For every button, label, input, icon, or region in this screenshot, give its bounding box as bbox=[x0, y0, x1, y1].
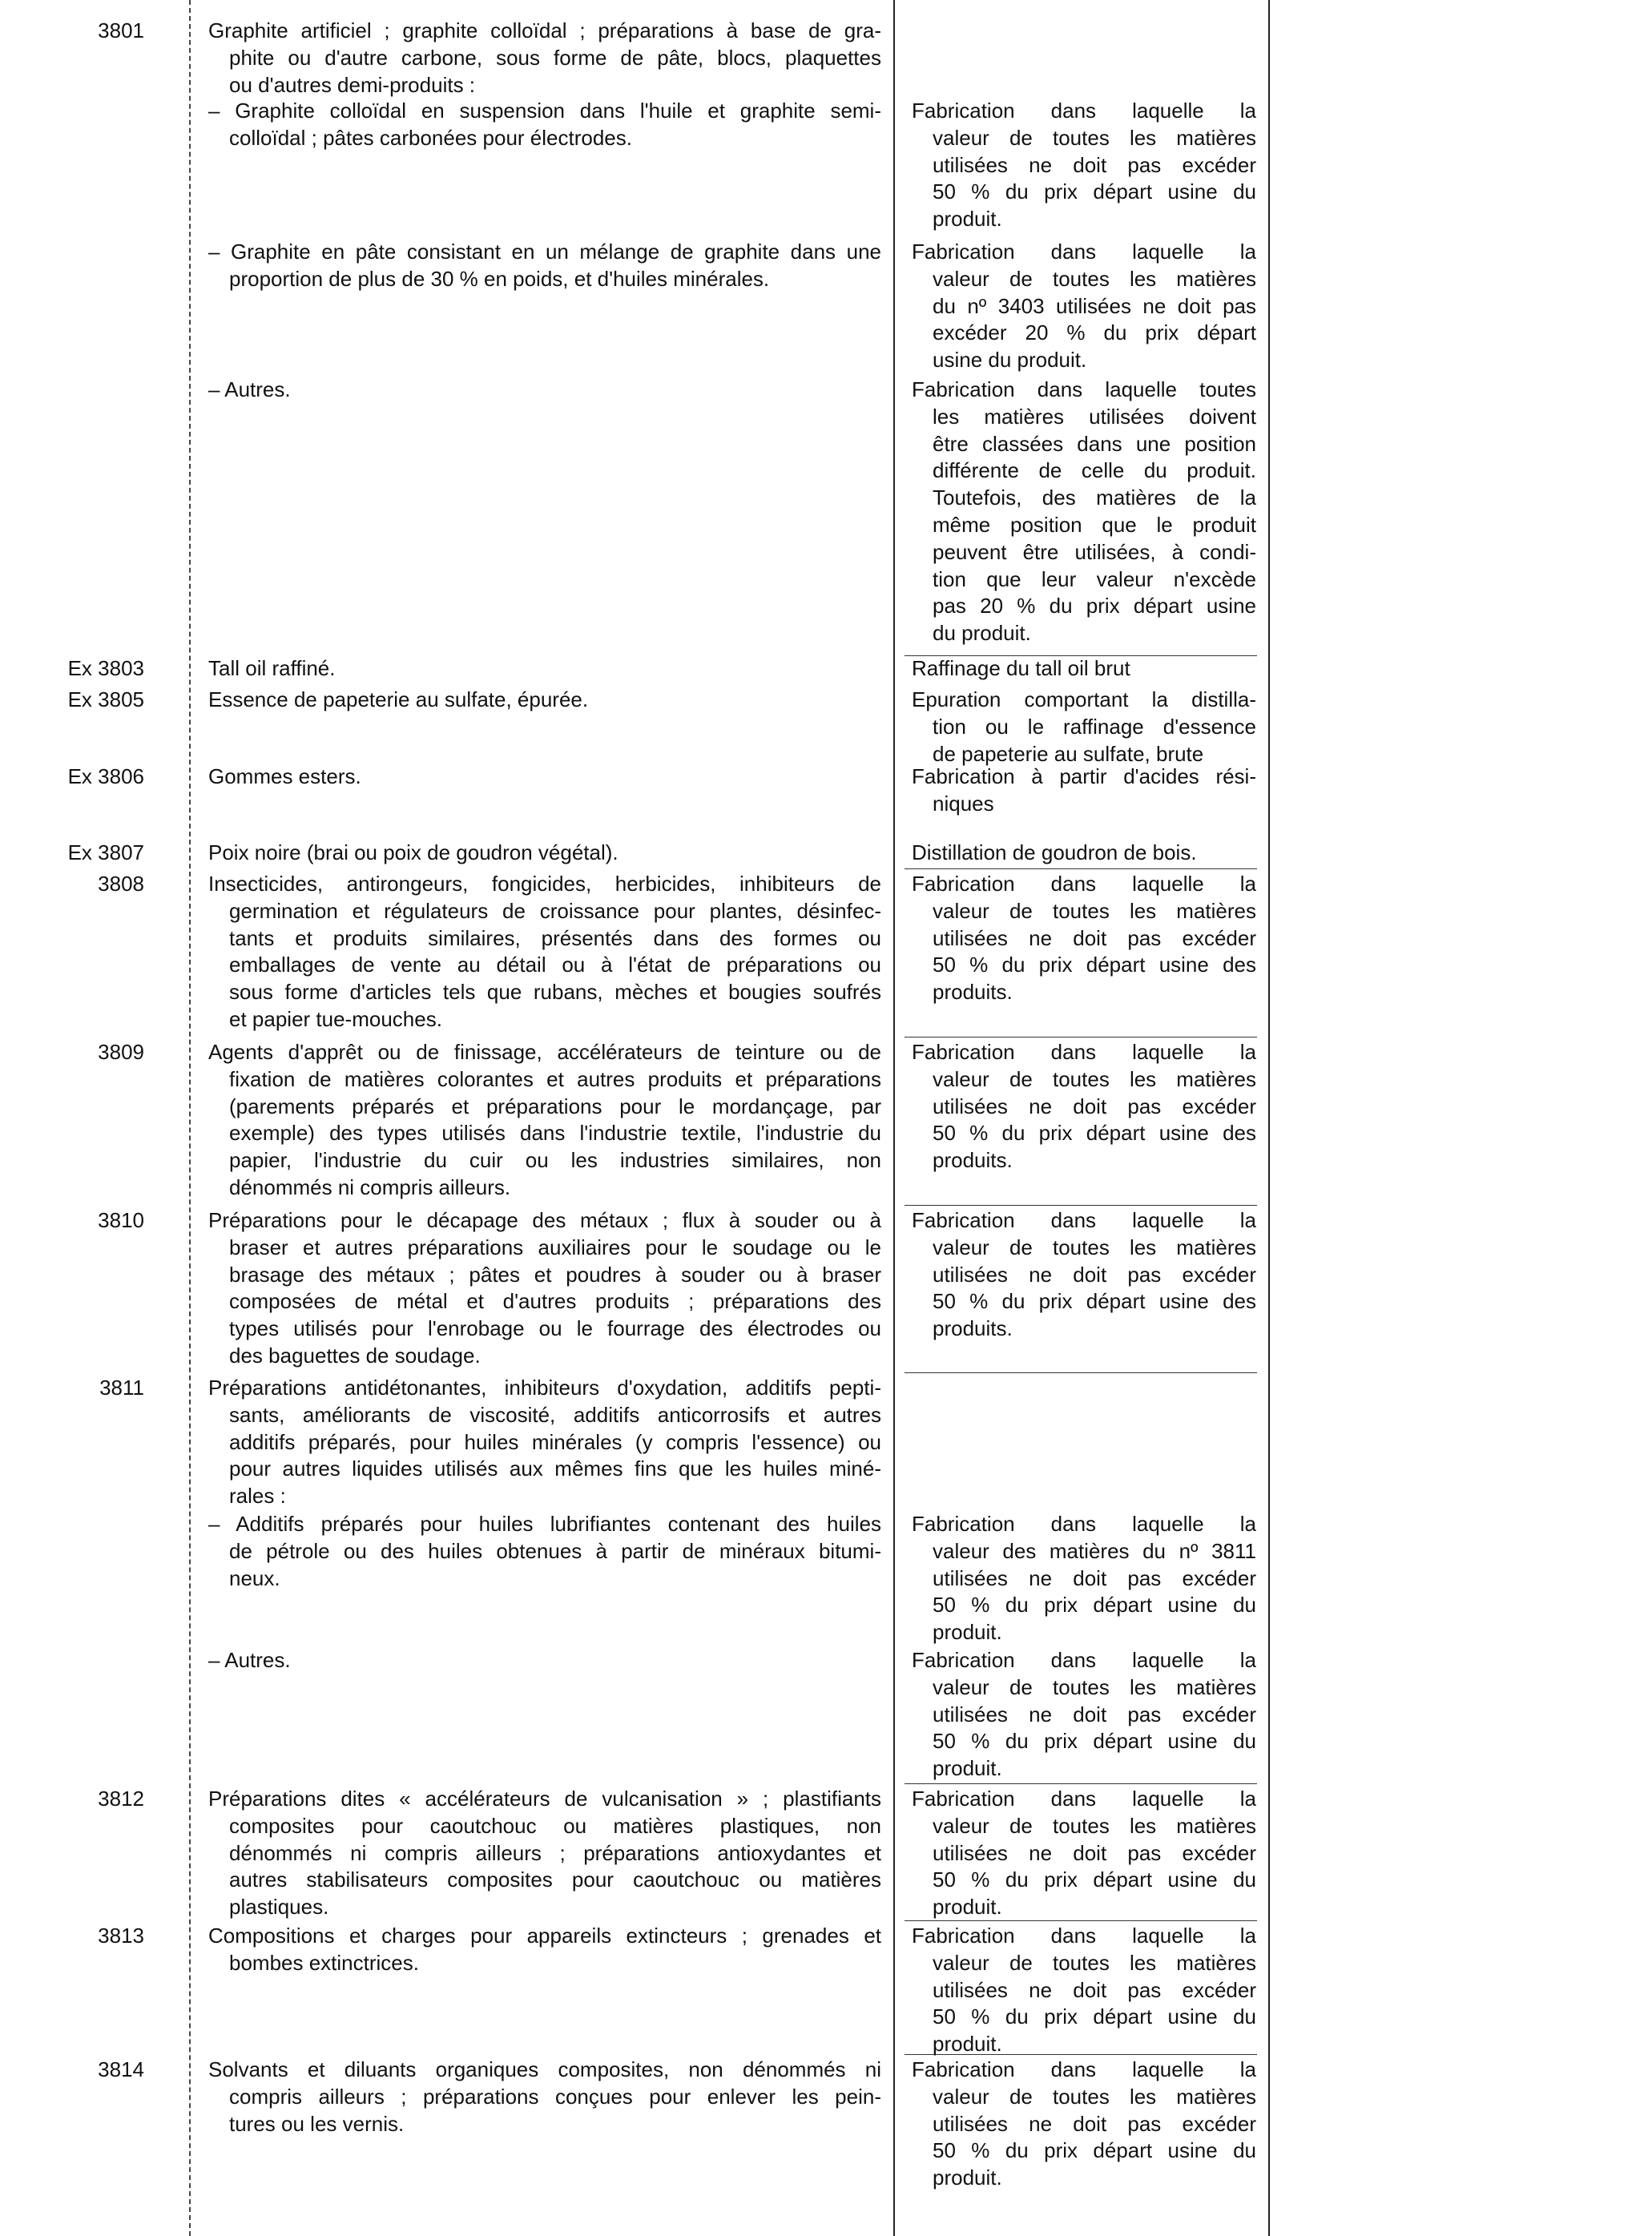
tariff-code: Ex 3806 bbox=[67, 764, 144, 788]
rule-line: Fabrication dans laquelle la bbox=[912, 2057, 1256, 2081]
rule-line: utilisées ne doit pas excéder bbox=[933, 1702, 1256, 1726]
rule-line: Fabrication dans laquelle la bbox=[912, 240, 1256, 264]
rule-line: Epuration comportant la distilla- bbox=[912, 687, 1256, 711]
rule-line: utilisées ne doit pas excéder bbox=[933, 1977, 1256, 2002]
rule-line: produits. bbox=[933, 1316, 1013, 1341]
description-line: colloïdal ; pâtes carbonées pour électrodes. bbox=[229, 125, 632, 150]
rule-line: excéder 20 % du prix départ bbox=[933, 320, 1256, 345]
description-line: Gommes esters. bbox=[208, 764, 361, 788]
rule-line: valeur de toutes les matières bbox=[933, 1674, 1256, 1699]
origin-rule bbox=[912, 871, 1256, 1006]
description-line: sants, améliorants de viscosité, additifs anticorrosifs et autres bbox=[229, 1402, 881, 1427]
description-line: Tall oil raffiné. bbox=[208, 656, 336, 680]
rule-line: valeur de toutes les matières bbox=[933, 1066, 1256, 1091]
origin-rule bbox=[912, 1511, 1256, 1646]
rule-line: tion ou le raffinage d'essence bbox=[933, 714, 1256, 739]
description-line: exemple) des types utilisés dans l'industrie textile, l'industrie du bbox=[229, 1121, 881, 1146]
rule-line: Fabrication dans laquelle la bbox=[912, 1648, 1256, 1672]
origin-rule bbox=[912, 98, 1256, 233]
rule-line: produit. bbox=[933, 2165, 1002, 2190]
description-line: des baguettes de soudage. bbox=[229, 1343, 481, 1368]
column-divider-code bbox=[189, 0, 191, 2236]
description-line: Agents d'apprêt ou de finissage, accélérateurs de teinture ou de bbox=[208, 1040, 881, 1064]
rule-line: 50 % du prix départ usine des bbox=[933, 1289, 1256, 1314]
rule-line: utilisées ne doit pas excéder bbox=[933, 2111, 1256, 2136]
rule-line: différente de celle du produit. bbox=[933, 458, 1256, 483]
rule-line: 50 % du prix départ usine du bbox=[933, 179, 1256, 204]
rule-line: 50 % du prix départ usine du bbox=[933, 2004, 1256, 2029]
description-line: Solvants et diluants organiques composites, non dénommés ni bbox=[208, 2057, 881, 2081]
rule-line: produits. bbox=[933, 980, 1013, 1005]
product-description bbox=[208, 1511, 881, 1592]
row-separator bbox=[905, 1372, 1257, 1373]
rule-line: utilisées ne doit pas excéder bbox=[933, 1840, 1256, 1865]
description-line: Préparations antidétonantes, inhibiteurs d'oxydation, additifs pepti- bbox=[208, 1376, 881, 1400]
description-line: proportion de plus de 30 % en poids, et d'huiles minérales. bbox=[229, 266, 770, 291]
description-line: fixation de matières colorantes et autres produits et préparations bbox=[229, 1066, 881, 1091]
product-description bbox=[208, 239, 881, 293]
rule-line: produit. bbox=[933, 2032, 1002, 2057]
description-line: types utilisés pour l'enrobage ou le fourrage des électrodes ou bbox=[229, 1316, 881, 1341]
description-line: – Autres. bbox=[208, 1648, 291, 1672]
product-description bbox=[208, 655, 881, 683]
description-line: brasage des métaux ; pâtes et poudres à souder ou à braser bbox=[229, 1262, 881, 1287]
rule-line: Fabrication dans laquelle la bbox=[912, 1512, 1256, 1536]
description-line: Insecticides, antirongeurs, fongicides, herbicides, inhibiteurs de bbox=[208, 872, 881, 896]
description-line: Graphite artificiel ; graphite colloïdal ; préparations à base de gra- bbox=[208, 18, 881, 42]
origin-rule bbox=[912, 239, 1256, 374]
rule-line: pas 20 % du prix départ usine bbox=[933, 594, 1256, 618]
rule-line: Fabrication dans laquelle la bbox=[912, 1040, 1256, 1064]
origin-rule bbox=[912, 655, 1256, 683]
tariff-code: Ex 3805 bbox=[67, 687, 144, 711]
rule-line: produit. bbox=[933, 1620, 1002, 1645]
rule-line: 50 % du prix départ usine des bbox=[933, 953, 1256, 977]
rule-line: du nº 3403 utilisées ne doit pas bbox=[933, 293, 1256, 318]
description-line: tures ou les vernis. bbox=[229, 2111, 405, 2136]
row-separator bbox=[905, 1205, 1257, 1206]
product-description bbox=[208, 377, 881, 404]
rule-line: valeur de toutes les matières bbox=[933, 1813, 1256, 1838]
product-description bbox=[208, 18, 881, 99]
rule-line: de papeterie au sulfate, brute bbox=[933, 741, 1204, 766]
origin-rule bbox=[912, 687, 1256, 767]
rule-line: produit. bbox=[933, 207, 1002, 232]
rule-line: Fabrication dans laquelle la bbox=[912, 1208, 1256, 1232]
origin-rule bbox=[912, 2057, 1256, 2192]
rule-line: utilisées ne doit pas excéder bbox=[933, 1262, 1256, 1287]
description-line: ou d'autres demi-produits : bbox=[229, 72, 476, 97]
description-line: dénommés ni compris ailleurs. bbox=[229, 1174, 511, 1199]
description-line: (parements préparés et préparations pour le mordançage, par bbox=[229, 1094, 881, 1118]
tariff-code: 3814 bbox=[98, 2057, 144, 2081]
product-description bbox=[208, 687, 881, 714]
description-line: composées de métal et d'autres produits ; préparations des bbox=[229, 1289, 881, 1314]
description-line: – Graphite colloïdal en suspension dans l'huile et graphite semi- bbox=[208, 99, 881, 123]
rule-line: 50 % du prix départ usine du bbox=[933, 2138, 1256, 2163]
description-line: Poix noire (brai ou poix de goudron végétal). bbox=[208, 840, 618, 864]
origin-rule bbox=[912, 377, 1256, 647]
description-line: – Graphite en pâte consistant en un mélange de graphite dans une bbox=[208, 240, 881, 264]
description-line: dénommés ni compris ailleurs ; préparations antioxydantes et bbox=[229, 1840, 881, 1865]
origin-rule bbox=[912, 840, 1256, 867]
rule-line: peuvent être utilisées, à condi- bbox=[933, 539, 1256, 564]
origin-rule bbox=[912, 1207, 1256, 1343]
rule-line: valeur de toutes les matières bbox=[933, 266, 1256, 291]
rule-line: tion que leur valeur n'excède bbox=[933, 566, 1256, 591]
rule-line: utilisées ne doit pas excéder bbox=[933, 1094, 1256, 1118]
product-description bbox=[208, 1923, 881, 1977]
rule-line: valeur de toutes les matières bbox=[933, 1950, 1256, 1975]
column-divider-rule bbox=[1268, 0, 1270, 2236]
rule-line: Toutefois, des matières de la bbox=[933, 485, 1256, 510]
product-description bbox=[208, 1786, 881, 1921]
description-line: – Autres. bbox=[208, 377, 291, 401]
description-line: – Additifs préparés pour huiles lubrifiantes contenant des huiles bbox=[208, 1512, 881, 1536]
product-description bbox=[208, 98, 881, 152]
description-line: papier, l'industrie du cuir ou les industries similaires, non bbox=[229, 1148, 881, 1173]
rule-line: valeur de toutes les matières bbox=[933, 125, 1256, 150]
rule-line: 50 % du prix départ usine du bbox=[933, 1593, 1256, 1618]
row-separator bbox=[905, 868, 1257, 869]
product-description bbox=[208, 1039, 881, 1202]
description-line: sous forme d'articles tels que rubans, mèches et bougies soufrés bbox=[229, 980, 881, 1005]
origin-rule bbox=[912, 1786, 1256, 1921]
product-description bbox=[208, 763, 881, 791]
description-line: Préparations dites « accélérateurs de vulcanisation » ; plastifiants bbox=[208, 1787, 881, 1811]
rule-line: valeur de toutes les matières bbox=[933, 2084, 1256, 2109]
tariff-code: 3809 bbox=[98, 1040, 144, 1064]
description-line: neux. bbox=[229, 1565, 280, 1590]
product-description bbox=[208, 1207, 881, 1370]
product-description bbox=[208, 1647, 881, 1674]
origin-rule bbox=[912, 1039, 1256, 1174]
rule-line: utilisées ne doit pas excéder bbox=[933, 1565, 1256, 1590]
description-line: plastiques. bbox=[229, 1895, 329, 1920]
tariff-code: Ex 3807 bbox=[67, 840, 144, 864]
rule-line: même position que le produit bbox=[933, 512, 1256, 537]
description-line: de pétrole ou des huiles obtenues à partir de minéraux bitumi- bbox=[229, 1538, 881, 1563]
rule-line: Fabrication dans laquelle toutes bbox=[912, 377, 1256, 401]
description-line: Essence de papeterie au sulfate, épurée. bbox=[208, 687, 589, 711]
description-line: phite ou d'autre carbone, sous forme de pâte, blocs, plaquettes bbox=[229, 45, 881, 70]
origin-rule bbox=[912, 1923, 1256, 2058]
description-line: autres stabilisateurs composites pour caoutchouc ou matières bbox=[229, 1867, 881, 1892]
description-line: braser et autres préparations auxiliaires pour le soudage ou le bbox=[229, 1235, 881, 1259]
rule-line: Fabrication dans laquelle la bbox=[912, 1787, 1256, 1811]
rule-line: Fabrication dans laquelle la bbox=[912, 99, 1256, 123]
column-divider-description bbox=[893, 0, 895, 2236]
rule-line: 50 % du prix départ usine des bbox=[933, 1121, 1256, 1146]
tariff-code: Ex 3803 bbox=[67, 656, 144, 680]
rule-line: utilisées ne doit pas excéder bbox=[933, 152, 1256, 177]
origin-rule bbox=[912, 763, 1256, 818]
rule-line: Fabrication à partir d'acides rési- bbox=[912, 764, 1256, 788]
rule-line: produits. bbox=[933, 1148, 1013, 1173]
product-description bbox=[208, 2057, 881, 2137]
origin-rule bbox=[912, 1647, 1256, 1783]
rule-line: valeur de toutes les matières bbox=[933, 1235, 1256, 1259]
tariff-code: 3801 bbox=[98, 18, 144, 42]
rule-line: 50 % du prix départ usine du bbox=[933, 1867, 1256, 1892]
rule-line: 50 % du prix départ usine du bbox=[933, 1729, 1256, 1754]
description-line: bombes extinctrices. bbox=[229, 1950, 419, 1975]
rule-line: usine du produit. bbox=[933, 348, 1087, 373]
description-line: emballages de vente au détail ou à l'état de préparations ou bbox=[229, 953, 881, 977]
rule-line: Distillation de goudron de bois. bbox=[912, 840, 1197, 864]
rule-line: produit. bbox=[933, 1895, 1002, 1920]
rule-line: niques bbox=[933, 791, 994, 816]
rule-line: produit. bbox=[933, 1756, 1002, 1781]
product-description bbox=[208, 871, 881, 1033]
tariff-code: 3810 bbox=[98, 1208, 144, 1232]
rule-line: du produit. bbox=[933, 621, 1031, 646]
rule-line: être classées dans une position bbox=[933, 431, 1256, 456]
description-line: Compositions et charges pour appareils extincteurs ; grenades et bbox=[208, 1924, 881, 1948]
description-line: rales : bbox=[229, 1484, 286, 1509]
rule-line: valeur de toutes les matières bbox=[933, 898, 1256, 923]
description-line: pour autres liquides utilisés aux mêmes fins que les huiles miné- bbox=[229, 1456, 881, 1481]
rule-line: valeur des matières du nº 3811 bbox=[933, 1538, 1256, 1563]
description-line: et papier tue-mouches. bbox=[229, 1006, 442, 1031]
product-description bbox=[208, 840, 881, 867]
rule-line: Raffinage du tall oil brut bbox=[912, 656, 1130, 680]
description-line: tants et produits similaires, présentés dans des formes ou bbox=[229, 925, 881, 950]
description-line: compris ailleurs ; préparations conçues pour enlever les pein- bbox=[229, 2084, 881, 2109]
rule-line: Fabrication dans laquelle la bbox=[912, 1924, 1256, 1948]
tariff-code: 3811 bbox=[99, 1376, 144, 1400]
description-line: germination et régulateurs de croissance pour plantes, désinfec- bbox=[229, 898, 881, 923]
tariff-code: 3813 bbox=[98, 1924, 144, 1948]
tariff-code: 3812 bbox=[98, 1787, 144, 1811]
rule-line: Fabrication dans laquelle la bbox=[912, 872, 1256, 896]
tariff-code: 3808 bbox=[98, 872, 144, 896]
rule-line: les matières utilisées doivent bbox=[933, 404, 1256, 429]
description-line: additifs préparés, pour huiles minérales (y compris l'essence) ou bbox=[229, 1429, 881, 1454]
description-line: Préparations pour le décapage des métaux ; flux à souder ou à bbox=[208, 1208, 881, 1232]
product-description bbox=[208, 1375, 881, 1510]
rule-line: utilisées ne doit pas excéder bbox=[933, 925, 1256, 950]
description-line: composites pour caoutchouc ou matières plastiques, non bbox=[229, 1813, 881, 1838]
row-separator bbox=[905, 1783, 1257, 1784]
